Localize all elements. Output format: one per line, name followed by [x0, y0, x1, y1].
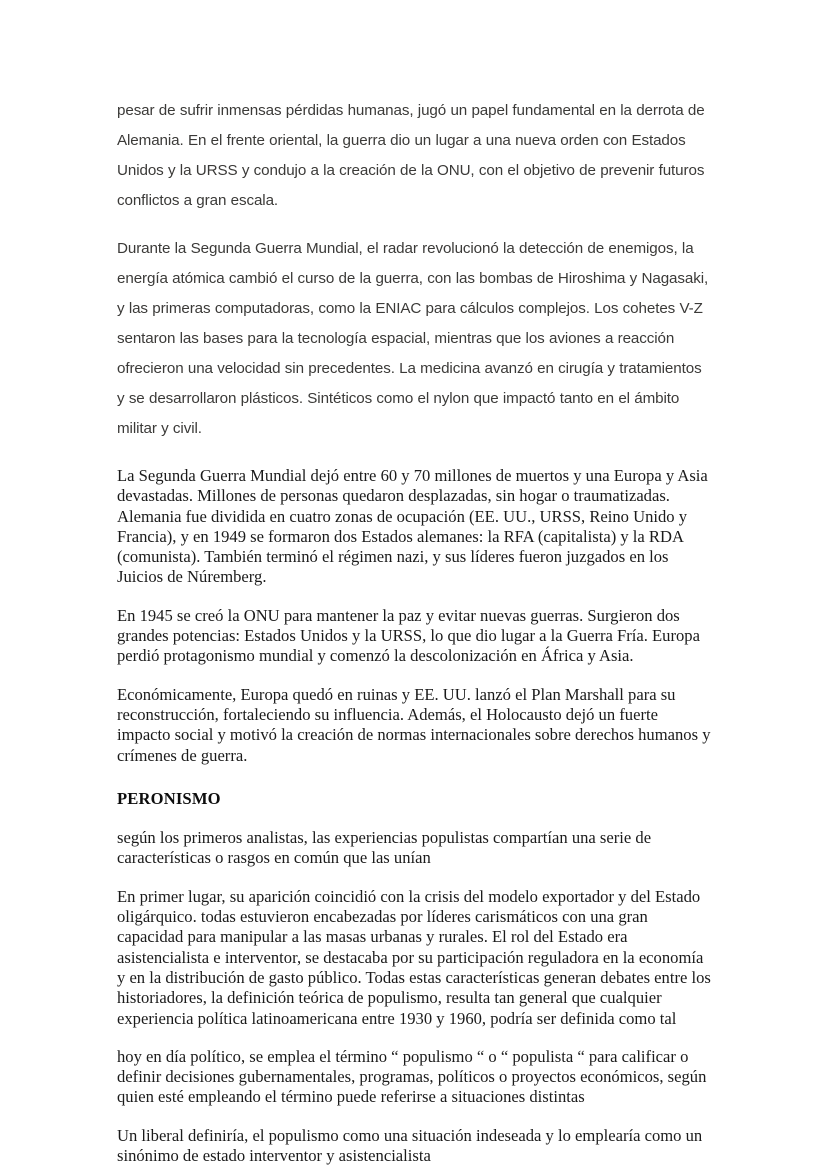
paragraph-liberal-definition: Un liberal definiría, el populismo como una situación indeseada y lo emplearía como un sinónimo de estado interventor y asistencialista	[117, 1125, 703, 1166]
paragraph-populism-modern-usage: hoy en día político, se emplea el término “ populismo “ o “ populista “ para calificar o definir decisiones gubernamentales, programas, políticos o proyectos económicos, según quien esté empleando el término puede referirse a situaciones distintas	[117, 1046, 707, 1107]
section-heading-peronismo: PERONISMO	[117, 788, 221, 808]
document-body	[117, 96, 711, 1166]
paragraph-casualties-and-germany: La Segunda Guerra Mundial dejó entre 60 y 70 millones de muertos y una Europa y Asia devastadas. Millones de personas quedaron desplazadas, sin hogar o traumatizadas. Alemania fue dividida en cuatro zonas de ocupación (EE. UU., URSS, Reino Unido y Francia), y en 1949 se formaron dos Estados alemanes: la RFA (capitalista) y la RDA (comunista). También terminó el régimen nazi, y sus líderes fueron juzgados en los Juicios de Núremberg.	[117, 466, 708, 587]
paragraph-populism-common-traits: según los primeros analistas, las experiencias populistas compartían una serie de características o rasgos en común que las unían	[117, 828, 652, 868]
paragraph-populism-origins: En primer lugar, su aparición coincidió con la crisis del modelo exportador y del Estado oligárquico. todas estuvieron encabezadas por líderes carismáticos con una gran capacidad para manipular a las masas urbanas y rurales. El rol del Estado era asistencialista e interventor, se destacaba por su participación reguladora en la economía y en la distribución de gasto público. Todas estas características generan debates entre los historiadores, la definición teórica de populismo, resulta tan general que cualquier experiencia política latinoamericana entre 1930 y 1960, podría ser definida como tal	[117, 886, 711, 1028]
paragraph-onu-and-cold-war: En 1945 se creó la ONU para mantener la paz y evitar nuevas guerras. Surgieron dos grandes potencias: Estados Unidos y la URSS, lo que dio lugar a la Guerra Fría. Europa perdió protagonismo mundial y comenzó la descolonización en África y Asia.	[117, 605, 700, 666]
paragraph-wartime-technology: Durante la Segunda Guerra Mundial, el radar revolucionó la detección de enemigos, la energía atómica cambió el curso de la guerra, con las bombas de Hiroshima y Nagasaki, y las primeras computadoras, como la ENIAC para cálculos complejos. Los cohetes V-Z sentaron las bases para la tecnología espacial, mientras que los aviones a reacción ofrecieron una velocidad sin precedentes. La medicina avanzó en cirugía y tratamientos y se desarrollaron plásticos. Sintéticos como el nylon que impactó tanto en el ámbito militar y civil.	[117, 240, 709, 437]
paragraph-war-aftermath-intro: pesar de sufrir inmensas pérdidas humanas, jugó un papel fundamental en la derrota de Alemania. En el frente oriental, la guerra dio un lugar a una nueva orden con Estados Unidos y la URSS y condujo a la creación de la ONU, con el objetivo de prevenir futuros conflictos a gran escala.	[117, 102, 705, 209]
paragraph-economy-and-holocaust: Económicamente, Europa quedó en ruinas y EE. UU. lanzó el Plan Marshall para su reconstrucción, fortaleciendo su influencia. Además, el Holocausto dejó un fuerte impacto social y motivó la creación de normas internacionales sobre derechos humanos y crímenes de guerra.	[117, 684, 711, 765]
